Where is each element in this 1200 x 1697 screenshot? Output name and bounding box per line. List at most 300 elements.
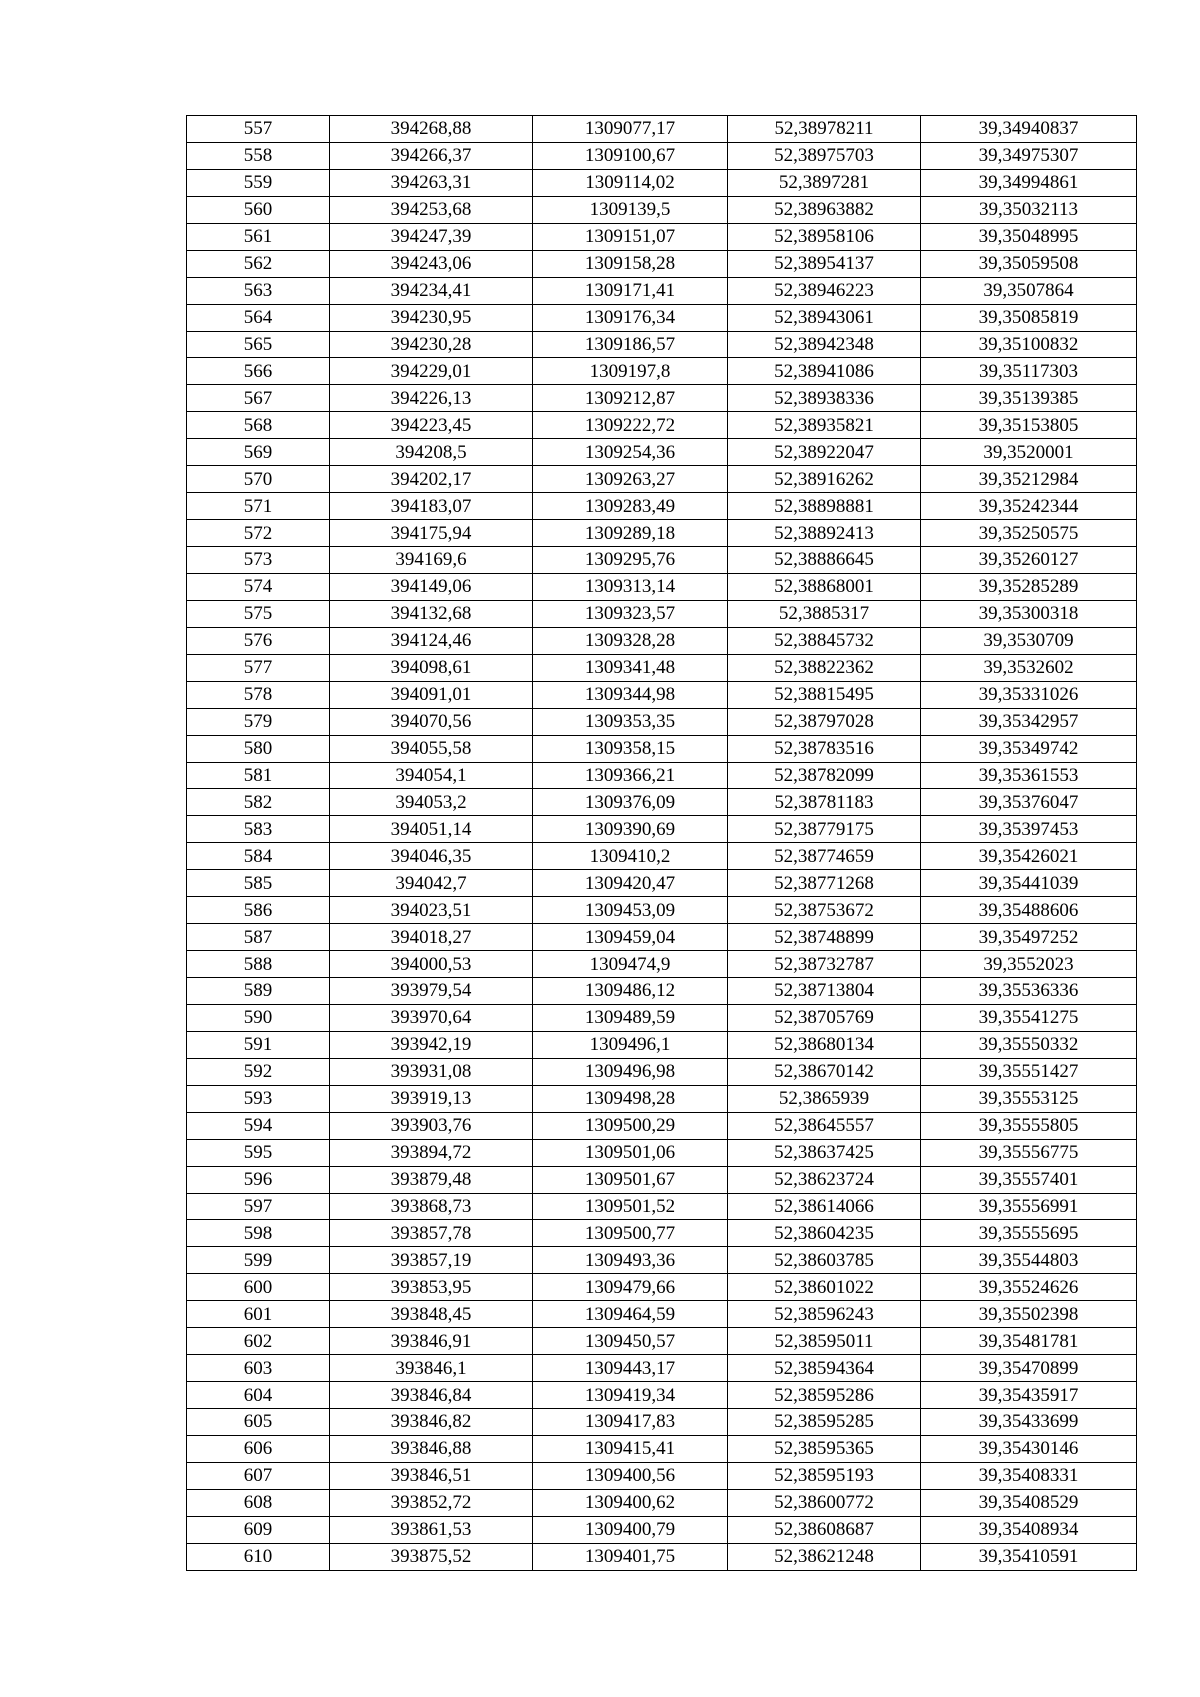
point-number-cell: 588 bbox=[187, 951, 330, 978]
latitude-cell: 52,38935821 bbox=[728, 412, 921, 439]
x-coordinate-cell: 394091,01 bbox=[330, 681, 533, 708]
longitude-cell: 39,35481781 bbox=[921, 1328, 1137, 1355]
y-coordinate-cell: 1309496,98 bbox=[533, 1058, 728, 1085]
latitude-cell: 52,38822362 bbox=[728, 654, 921, 681]
y-coordinate-cell: 1309176,34 bbox=[533, 304, 728, 331]
table-row bbox=[187, 789, 1137, 816]
point-number-cell: 577 bbox=[187, 654, 330, 681]
table-row bbox=[187, 1462, 1137, 1489]
table-row bbox=[187, 1274, 1137, 1301]
x-coordinate-cell: 393846,91 bbox=[330, 1328, 533, 1355]
x-coordinate-cell: 394268,88 bbox=[330, 116, 533, 143]
latitude-cell: 52,38604235 bbox=[728, 1220, 921, 1247]
table-row bbox=[187, 466, 1137, 493]
table-row bbox=[187, 331, 1137, 358]
longitude-cell: 39,35541275 bbox=[921, 1004, 1137, 1031]
longitude-cell: 39,35408331 bbox=[921, 1462, 1137, 1489]
x-coordinate-cell: 393846,88 bbox=[330, 1435, 533, 1462]
x-coordinate-cell: 394000,53 bbox=[330, 951, 533, 978]
x-coordinate-cell: 393942,19 bbox=[330, 1031, 533, 1058]
latitude-cell: 52,38705769 bbox=[728, 1004, 921, 1031]
longitude-cell: 39,35361553 bbox=[921, 762, 1137, 789]
point-number-cell: 608 bbox=[187, 1489, 330, 1516]
latitude-cell: 52,38614066 bbox=[728, 1193, 921, 1220]
y-coordinate-cell: 1309295,76 bbox=[533, 547, 728, 574]
y-coordinate-cell: 1309323,57 bbox=[533, 600, 728, 627]
x-coordinate-cell: 394266,37 bbox=[330, 142, 533, 169]
point-number-cell: 586 bbox=[187, 897, 330, 924]
point-number-cell: 598 bbox=[187, 1220, 330, 1247]
longitude-cell: 39,34975307 bbox=[921, 142, 1137, 169]
x-coordinate-cell: 394226,13 bbox=[330, 385, 533, 412]
table-row bbox=[187, 897, 1137, 924]
longitude-cell: 39,35435917 bbox=[921, 1382, 1137, 1409]
latitude-cell: 52,38603785 bbox=[728, 1247, 921, 1274]
table-row bbox=[187, 1328, 1137, 1355]
table-row bbox=[187, 1139, 1137, 1166]
longitude-cell: 39,35085819 bbox=[921, 304, 1137, 331]
y-coordinate-cell: 1309486,12 bbox=[533, 978, 728, 1005]
point-number-cell: 607 bbox=[187, 1462, 330, 1489]
x-coordinate-cell: 393857,19 bbox=[330, 1247, 533, 1274]
y-coordinate-cell: 1309464,59 bbox=[533, 1301, 728, 1328]
point-number-cell: 565 bbox=[187, 331, 330, 358]
latitude-cell: 52,38916262 bbox=[728, 466, 921, 493]
table-row bbox=[187, 1247, 1137, 1274]
point-number-cell: 594 bbox=[187, 1112, 330, 1139]
x-coordinate-cell: 393846,82 bbox=[330, 1409, 533, 1436]
table-row bbox=[187, 1435, 1137, 1462]
latitude-cell: 52,38815495 bbox=[728, 681, 921, 708]
point-number-cell: 591 bbox=[187, 1031, 330, 1058]
longitude-cell: 39,3520001 bbox=[921, 439, 1137, 466]
table-row bbox=[187, 600, 1137, 627]
longitude-cell: 39,35544803 bbox=[921, 1247, 1137, 1274]
table-row bbox=[187, 1382, 1137, 1409]
latitude-cell: 52,38946223 bbox=[728, 277, 921, 304]
coordinates-table bbox=[186, 115, 1137, 1571]
point-number-cell: 610 bbox=[187, 1543, 330, 1570]
latitude-cell: 52,38748899 bbox=[728, 924, 921, 951]
y-coordinate-cell: 1309158,28 bbox=[533, 250, 728, 277]
x-coordinate-cell: 393875,52 bbox=[330, 1543, 533, 1570]
latitude-cell: 52,38938336 bbox=[728, 385, 921, 412]
point-number-cell: 567 bbox=[187, 385, 330, 412]
longitude-cell: 39,35555805 bbox=[921, 1112, 1137, 1139]
table-row bbox=[187, 627, 1137, 654]
point-number-cell: 601 bbox=[187, 1301, 330, 1328]
y-coordinate-cell: 1309366,21 bbox=[533, 762, 728, 789]
longitude-cell: 39,35212984 bbox=[921, 466, 1137, 493]
table-row bbox=[187, 951, 1137, 978]
latitude-cell: 52,38594364 bbox=[728, 1355, 921, 1382]
latitude-cell: 52,38975703 bbox=[728, 142, 921, 169]
longitude-cell: 39,35426021 bbox=[921, 843, 1137, 870]
table-row bbox=[187, 654, 1137, 681]
y-coordinate-cell: 1309443,17 bbox=[533, 1355, 728, 1382]
y-coordinate-cell: 1309344,98 bbox=[533, 681, 728, 708]
x-coordinate-cell: 393979,54 bbox=[330, 978, 533, 1005]
point-number-cell: 574 bbox=[187, 573, 330, 600]
longitude-cell: 39,35410591 bbox=[921, 1543, 1137, 1570]
longitude-cell: 39,35285289 bbox=[921, 573, 1137, 600]
point-number-cell: 581 bbox=[187, 762, 330, 789]
longitude-cell: 39,34940837 bbox=[921, 116, 1137, 143]
x-coordinate-cell: 394208,5 bbox=[330, 439, 533, 466]
latitude-cell: 52,38774659 bbox=[728, 843, 921, 870]
latitude-cell: 52,38595365 bbox=[728, 1435, 921, 1462]
latitude-cell: 52,38713804 bbox=[728, 978, 921, 1005]
latitude-cell: 52,38623724 bbox=[728, 1166, 921, 1193]
point-number-cell: 564 bbox=[187, 304, 330, 331]
x-coordinate-cell: 394234,41 bbox=[330, 277, 533, 304]
point-number-cell: 600 bbox=[187, 1274, 330, 1301]
y-coordinate-cell: 1309289,18 bbox=[533, 520, 728, 547]
table-row bbox=[187, 1112, 1137, 1139]
table-row bbox=[187, 978, 1137, 1005]
longitude-cell: 39,35497252 bbox=[921, 924, 1137, 951]
latitude-cell: 52,38868001 bbox=[728, 573, 921, 600]
table-row bbox=[187, 1031, 1137, 1058]
y-coordinate-cell: 1309400,62 bbox=[533, 1489, 728, 1516]
longitude-cell: 39,35470899 bbox=[921, 1355, 1137, 1382]
point-number-cell: 585 bbox=[187, 870, 330, 897]
x-coordinate-cell: 394175,94 bbox=[330, 520, 533, 547]
x-coordinate-cell: 394253,68 bbox=[330, 196, 533, 223]
latitude-cell: 52,38783516 bbox=[728, 735, 921, 762]
y-coordinate-cell: 1309401,75 bbox=[533, 1543, 728, 1570]
x-coordinate-cell: 393931,08 bbox=[330, 1058, 533, 1085]
latitude-cell: 52,38600772 bbox=[728, 1489, 921, 1516]
x-coordinate-cell: 393857,78 bbox=[330, 1220, 533, 1247]
table-row bbox=[187, 816, 1137, 843]
longitude-cell: 39,35556775 bbox=[921, 1139, 1137, 1166]
latitude-cell: 52,38637425 bbox=[728, 1139, 921, 1166]
longitude-cell: 39,35555695 bbox=[921, 1220, 1137, 1247]
longitude-cell: 39,3552023 bbox=[921, 951, 1137, 978]
latitude-cell: 52,38595286 bbox=[728, 1382, 921, 1409]
y-coordinate-cell: 1309420,47 bbox=[533, 870, 728, 897]
table-row bbox=[187, 1193, 1137, 1220]
longitude-cell: 39,35397453 bbox=[921, 816, 1137, 843]
latitude-cell: 52,38892413 bbox=[728, 520, 921, 547]
point-number-cell: 571 bbox=[187, 493, 330, 520]
latitude-cell: 52,38670142 bbox=[728, 1058, 921, 1085]
y-coordinate-cell: 1309419,34 bbox=[533, 1382, 728, 1409]
point-number-cell: 580 bbox=[187, 735, 330, 762]
table-row bbox=[187, 520, 1137, 547]
latitude-cell: 52,38942348 bbox=[728, 331, 921, 358]
table-row bbox=[187, 196, 1137, 223]
y-coordinate-cell: 1309390,69 bbox=[533, 816, 728, 843]
latitude-cell: 52,38954137 bbox=[728, 250, 921, 277]
table-row bbox=[187, 708, 1137, 735]
point-number-cell: 587 bbox=[187, 924, 330, 951]
x-coordinate-cell: 394051,14 bbox=[330, 816, 533, 843]
table-row bbox=[187, 304, 1137, 331]
latitude-cell: 52,38886645 bbox=[728, 547, 921, 574]
point-number-cell: 579 bbox=[187, 708, 330, 735]
table-row bbox=[187, 142, 1137, 169]
latitude-cell: 52,38779175 bbox=[728, 816, 921, 843]
point-number-cell: 557 bbox=[187, 116, 330, 143]
table-row bbox=[187, 439, 1137, 466]
x-coordinate-cell: 394230,95 bbox=[330, 304, 533, 331]
longitude-cell: 39,35550332 bbox=[921, 1031, 1137, 1058]
x-coordinate-cell: 394132,68 bbox=[330, 600, 533, 627]
point-number-cell: 592 bbox=[187, 1058, 330, 1085]
x-coordinate-cell: 393903,76 bbox=[330, 1112, 533, 1139]
longitude-cell: 39,35242344 bbox=[921, 493, 1137, 520]
table-row bbox=[187, 1166, 1137, 1193]
table-row bbox=[187, 681, 1137, 708]
y-coordinate-cell: 1309410,2 bbox=[533, 843, 728, 870]
y-coordinate-cell: 1309139,5 bbox=[533, 196, 728, 223]
point-number-cell: 604 bbox=[187, 1382, 330, 1409]
point-number-cell: 562 bbox=[187, 250, 330, 277]
x-coordinate-cell: 394169,6 bbox=[330, 547, 533, 574]
y-coordinate-cell: 1309313,14 bbox=[533, 573, 728, 600]
point-number-cell: 599 bbox=[187, 1247, 330, 1274]
point-number-cell: 589 bbox=[187, 978, 330, 1005]
x-coordinate-cell: 393846,84 bbox=[330, 1382, 533, 1409]
latitude-cell: 52,38608687 bbox=[728, 1516, 921, 1543]
latitude-cell: 52,38781183 bbox=[728, 789, 921, 816]
latitude-cell: 52,38596243 bbox=[728, 1301, 921, 1328]
table-row bbox=[187, 116, 1137, 143]
y-coordinate-cell: 1309341,48 bbox=[533, 654, 728, 681]
y-coordinate-cell: 1309453,09 bbox=[533, 897, 728, 924]
y-coordinate-cell: 1309186,57 bbox=[533, 331, 728, 358]
y-coordinate-cell: 1309400,79 bbox=[533, 1516, 728, 1543]
y-coordinate-cell: 1309171,41 bbox=[533, 277, 728, 304]
x-coordinate-cell: 394229,01 bbox=[330, 358, 533, 385]
longitude-cell: 39,35430146 bbox=[921, 1435, 1137, 1462]
x-coordinate-cell: 393919,13 bbox=[330, 1085, 533, 1112]
latitude-cell: 52,38595011 bbox=[728, 1328, 921, 1355]
table-row bbox=[187, 762, 1137, 789]
point-number-cell: 572 bbox=[187, 520, 330, 547]
x-coordinate-cell: 394124,46 bbox=[330, 627, 533, 654]
point-number-cell: 606 bbox=[187, 1435, 330, 1462]
y-coordinate-cell: 1309263,27 bbox=[533, 466, 728, 493]
table-row bbox=[187, 385, 1137, 412]
table-row bbox=[187, 223, 1137, 250]
y-coordinate-cell: 1309496,1 bbox=[533, 1031, 728, 1058]
latitude-cell: 52,38595285 bbox=[728, 1409, 921, 1436]
table-row bbox=[187, 1355, 1137, 1382]
x-coordinate-cell: 394149,06 bbox=[330, 573, 533, 600]
x-coordinate-cell: 394054,1 bbox=[330, 762, 533, 789]
x-coordinate-cell: 394263,31 bbox=[330, 169, 533, 196]
x-coordinate-cell: 393852,72 bbox=[330, 1489, 533, 1516]
y-coordinate-cell: 1309498,28 bbox=[533, 1085, 728, 1112]
latitude-cell: 52,38941086 bbox=[728, 358, 921, 385]
x-coordinate-cell: 393846,51 bbox=[330, 1462, 533, 1489]
y-coordinate-cell: 1309077,17 bbox=[533, 116, 728, 143]
latitude-cell: 52,38797028 bbox=[728, 708, 921, 735]
latitude-cell: 52,38771268 bbox=[728, 870, 921, 897]
latitude-cell: 52,38958106 bbox=[728, 223, 921, 250]
latitude-cell: 52,38963882 bbox=[728, 196, 921, 223]
y-coordinate-cell: 1309358,15 bbox=[533, 735, 728, 762]
longitude-cell: 39,35153805 bbox=[921, 412, 1137, 439]
latitude-cell: 52,38601022 bbox=[728, 1274, 921, 1301]
latitude-cell: 52,38732787 bbox=[728, 951, 921, 978]
x-coordinate-cell: 394042,7 bbox=[330, 870, 533, 897]
y-coordinate-cell: 1309417,83 bbox=[533, 1409, 728, 1436]
point-number-cell: 576 bbox=[187, 627, 330, 654]
point-number-cell: 560 bbox=[187, 196, 330, 223]
y-coordinate-cell: 1309328,28 bbox=[533, 627, 728, 654]
table-row bbox=[187, 735, 1137, 762]
latitude-cell: 52,38782099 bbox=[728, 762, 921, 789]
table-row bbox=[187, 493, 1137, 520]
y-coordinate-cell: 1309489,59 bbox=[533, 1004, 728, 1031]
y-coordinate-cell: 1309100,67 bbox=[533, 142, 728, 169]
y-coordinate-cell: 1309493,36 bbox=[533, 1247, 728, 1274]
y-coordinate-cell: 1309254,36 bbox=[533, 439, 728, 466]
latitude-cell: 52,38943061 bbox=[728, 304, 921, 331]
longitude-cell: 39,35349742 bbox=[921, 735, 1137, 762]
longitude-cell: 39,35408529 bbox=[921, 1489, 1137, 1516]
x-coordinate-cell: 394023,51 bbox=[330, 897, 533, 924]
y-coordinate-cell: 1309500,77 bbox=[533, 1220, 728, 1247]
longitude-cell: 39,35441039 bbox=[921, 870, 1137, 897]
longitude-cell: 39,35524626 bbox=[921, 1274, 1137, 1301]
x-coordinate-cell: 394230,28 bbox=[330, 331, 533, 358]
point-number-cell: 595 bbox=[187, 1139, 330, 1166]
table-row bbox=[187, 1220, 1137, 1247]
latitude-cell: 52,3885317 bbox=[728, 600, 921, 627]
longitude-cell: 39,35139385 bbox=[921, 385, 1137, 412]
y-coordinate-cell: 1309501,52 bbox=[533, 1193, 728, 1220]
table-row bbox=[187, 573, 1137, 600]
point-number-cell: 596 bbox=[187, 1166, 330, 1193]
point-number-cell: 558 bbox=[187, 142, 330, 169]
x-coordinate-cell: 394183,07 bbox=[330, 493, 533, 520]
y-coordinate-cell: 1309415,41 bbox=[533, 1435, 728, 1462]
point-number-cell: 582 bbox=[187, 789, 330, 816]
latitude-cell: 52,38680134 bbox=[728, 1031, 921, 1058]
point-number-cell: 593 bbox=[187, 1085, 330, 1112]
x-coordinate-cell: 393868,73 bbox=[330, 1193, 533, 1220]
point-number-cell: 561 bbox=[187, 223, 330, 250]
x-coordinate-cell: 394098,61 bbox=[330, 654, 533, 681]
latitude-cell: 52,38898881 bbox=[728, 493, 921, 520]
table-row bbox=[187, 1085, 1137, 1112]
table-row bbox=[187, 924, 1137, 951]
y-coordinate-cell: 1309114,02 bbox=[533, 169, 728, 196]
longitude-cell: 39,35300318 bbox=[921, 600, 1137, 627]
point-number-cell: 559 bbox=[187, 169, 330, 196]
y-coordinate-cell: 1309474,9 bbox=[533, 951, 728, 978]
x-coordinate-cell: 394046,35 bbox=[330, 843, 533, 870]
table-row bbox=[187, 169, 1137, 196]
point-number-cell: 568 bbox=[187, 412, 330, 439]
longitude-cell: 39,35551427 bbox=[921, 1058, 1137, 1085]
x-coordinate-cell: 394202,17 bbox=[330, 466, 533, 493]
x-coordinate-cell: 394247,39 bbox=[330, 223, 533, 250]
point-number-cell: 570 bbox=[187, 466, 330, 493]
longitude-cell: 39,35250575 bbox=[921, 520, 1137, 547]
table-row bbox=[187, 1516, 1137, 1543]
point-number-cell: 569 bbox=[187, 439, 330, 466]
longitude-cell: 39,35048995 bbox=[921, 223, 1137, 250]
table-row bbox=[187, 547, 1137, 574]
point-number-cell: 578 bbox=[187, 681, 330, 708]
table-row bbox=[187, 412, 1137, 439]
point-number-cell: 603 bbox=[187, 1355, 330, 1382]
longitude-cell: 39,35117303 bbox=[921, 358, 1137, 385]
y-coordinate-cell: 1309212,87 bbox=[533, 385, 728, 412]
longitude-cell: 39,3532602 bbox=[921, 654, 1137, 681]
point-number-cell: 566 bbox=[187, 358, 330, 385]
y-coordinate-cell: 1309450,57 bbox=[533, 1328, 728, 1355]
y-coordinate-cell: 1309501,67 bbox=[533, 1166, 728, 1193]
point-number-cell: 584 bbox=[187, 843, 330, 870]
longitude-cell: 39,35331026 bbox=[921, 681, 1137, 708]
y-coordinate-cell: 1309501,06 bbox=[533, 1139, 728, 1166]
longitude-cell: 39,35553125 bbox=[921, 1085, 1137, 1112]
longitude-cell: 39,35557401 bbox=[921, 1166, 1137, 1193]
x-coordinate-cell: 394243,06 bbox=[330, 250, 533, 277]
longitude-cell: 39,35433699 bbox=[921, 1409, 1137, 1436]
longitude-cell: 39,3507864 bbox=[921, 277, 1137, 304]
y-coordinate-cell: 1309222,72 bbox=[533, 412, 728, 439]
table-row bbox=[187, 1489, 1137, 1516]
point-number-cell: 590 bbox=[187, 1004, 330, 1031]
y-coordinate-cell: 1309479,66 bbox=[533, 1274, 728, 1301]
point-number-cell: 602 bbox=[187, 1328, 330, 1355]
latitude-cell: 52,3865939 bbox=[728, 1085, 921, 1112]
x-coordinate-cell: 394223,45 bbox=[330, 412, 533, 439]
table-row bbox=[187, 1409, 1137, 1436]
longitude-cell: 39,35502398 bbox=[921, 1301, 1137, 1328]
latitude-cell: 52,38621248 bbox=[728, 1543, 921, 1570]
y-coordinate-cell: 1309400,56 bbox=[533, 1462, 728, 1489]
x-coordinate-cell: 394070,56 bbox=[330, 708, 533, 735]
longitude-cell: 39,35059508 bbox=[921, 250, 1137, 277]
longitude-cell: 39,34994861 bbox=[921, 169, 1137, 196]
point-number-cell: 583 bbox=[187, 816, 330, 843]
point-number-cell: 563 bbox=[187, 277, 330, 304]
point-number-cell: 609 bbox=[187, 1516, 330, 1543]
table-row bbox=[187, 843, 1137, 870]
latitude-cell: 52,38922047 bbox=[728, 439, 921, 466]
point-number-cell: 605 bbox=[187, 1409, 330, 1436]
latitude-cell: 52,38645557 bbox=[728, 1112, 921, 1139]
table-row bbox=[187, 1004, 1137, 1031]
point-number-cell: 575 bbox=[187, 600, 330, 627]
x-coordinate-cell: 394055,58 bbox=[330, 735, 533, 762]
table-row bbox=[187, 277, 1137, 304]
y-coordinate-cell: 1309151,07 bbox=[533, 223, 728, 250]
coordinates-table-body bbox=[187, 116, 1137, 1571]
longitude-cell: 39,35488606 bbox=[921, 897, 1137, 924]
x-coordinate-cell: 393846,1 bbox=[330, 1355, 533, 1382]
x-coordinate-cell: 393853,95 bbox=[330, 1274, 533, 1301]
x-coordinate-cell: 393861,53 bbox=[330, 1516, 533, 1543]
y-coordinate-cell: 1309283,49 bbox=[533, 493, 728, 520]
x-coordinate-cell: 394018,27 bbox=[330, 924, 533, 951]
latitude-cell: 52,38978211 bbox=[728, 116, 921, 143]
y-coordinate-cell: 1309197,8 bbox=[533, 358, 728, 385]
latitude-cell: 52,38753672 bbox=[728, 897, 921, 924]
point-number-cell: 573 bbox=[187, 547, 330, 574]
longitude-cell: 39,35408934 bbox=[921, 1516, 1137, 1543]
y-coordinate-cell: 1309353,35 bbox=[533, 708, 728, 735]
